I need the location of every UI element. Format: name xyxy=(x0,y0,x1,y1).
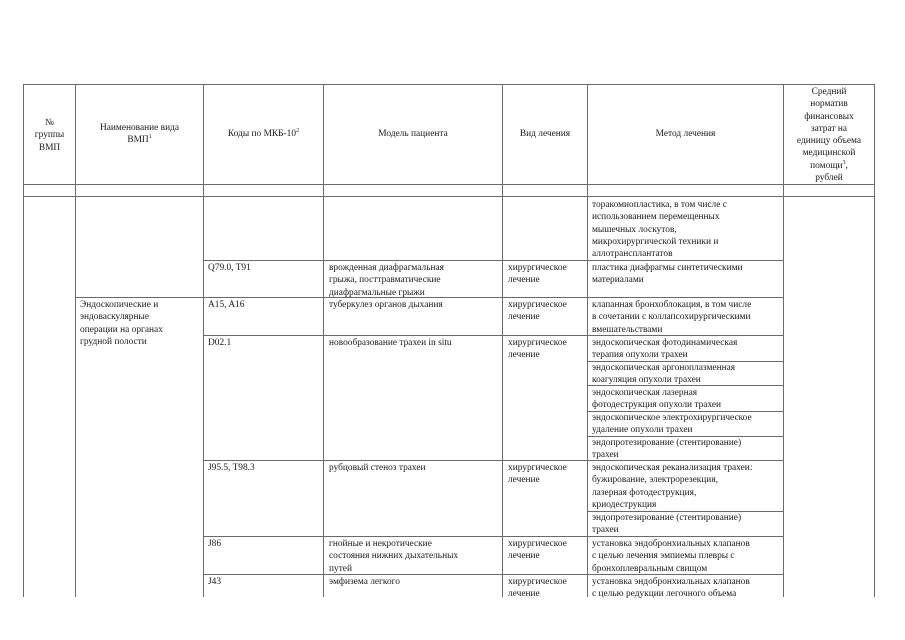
row4-method-2: эндоскопическая аргоноплазменная коагуляция опухоли трахеи xyxy=(592,363,736,386)
row3-method: клапанная бронхоблокация, в том числе в сочетании с коллапсохирургическими вмешательствами xyxy=(592,300,752,335)
header-vmp-name: Наименование вида ВМП$^1$ xyxy=(99,123,180,146)
row1-method: торакомиопластика, в том числе с использованием перемещенных мышечных лоскутов, микрохирургической техники и аллотрансплантатов xyxy=(592,200,727,260)
row3-type: хирургическое лечение xyxy=(508,300,567,323)
row2-type: хирургическое лечение xyxy=(508,263,567,286)
row7-code: J43 xyxy=(208,577,222,587)
row7-type: хирургическое лечение xyxy=(508,577,567,600)
row4-method-5: эндопротезирование (стентирование) трахеи xyxy=(592,438,742,461)
row2-code: Q79.0, T91 xyxy=(208,263,251,273)
header-group-no: № группы ВМП xyxy=(34,118,65,153)
row5-method-2: эндопротезирование (стентирование) трахеи xyxy=(592,513,742,536)
header-icd-codes: Коды по МКБ-$10^2$ xyxy=(227,127,300,139)
row3-code: A15, A16 xyxy=(208,300,245,310)
row2-method: пластика диафрагмы синтетическими материалами xyxy=(592,263,743,286)
row5-model: рубцовый стеноз трахеи xyxy=(329,463,426,473)
header-treatment-type: Вид лечения xyxy=(519,129,571,139)
row4-method-1: эндоскопическая фотодинамическая терапия опухоли трахеи xyxy=(592,338,738,361)
row5-type: хирургическое лечение xyxy=(508,463,567,486)
row5-method-1: эндоскопическая реканализация трахеи: бужирование, электрорезекция, лазерная фотодеструкция, криодеструкция xyxy=(592,463,753,510)
row4-method-3: эндоскопическая лазерная фотодеструкция опухоли трахеи xyxy=(592,388,722,411)
row6-model: гнойные и некротические состояния нижних дыхательных путей xyxy=(329,539,459,574)
row7-method: установка эндобронхиальных клапанов с целью редукции легочного объема xyxy=(592,577,750,600)
row4-model: новообразование трахеи in situ xyxy=(329,338,452,348)
row5-code: J95.5, T98.3 xyxy=(208,463,255,473)
header-patient-model: Модель пациента xyxy=(378,129,448,139)
header-cost-norm: Средний норматив финансовых затрат на единицу объема медицинской помощи$^3$, рублей xyxy=(796,87,862,184)
row6-type: хирургическое лечение xyxy=(508,539,567,562)
row4-method-4: эндоскопическое электрохирургическое удаление опухоли трахеи xyxy=(592,413,752,436)
row3-model: туберкулез органов дыхания xyxy=(329,300,443,310)
row6-code: J86 xyxy=(208,539,222,549)
row2-model: врожденная диафрагмальная грыжа, посттравматические диафрагмальные грыжи xyxy=(329,263,444,298)
row6-method: установка эндобронхиальных клапанов с целью лечения эмпиемы плевры с бронхоплевральным свищом xyxy=(592,539,750,574)
header-treatment-method: Метод лечения xyxy=(655,129,716,139)
row4-type: хирургическое лечение xyxy=(508,338,567,361)
row7-model: эмфизема легкого xyxy=(329,577,400,587)
row4-code: D02.1 xyxy=(208,338,232,348)
section-name: Эндоскопические и эндоваскулярные операции на органах грудной полости xyxy=(80,300,163,347)
